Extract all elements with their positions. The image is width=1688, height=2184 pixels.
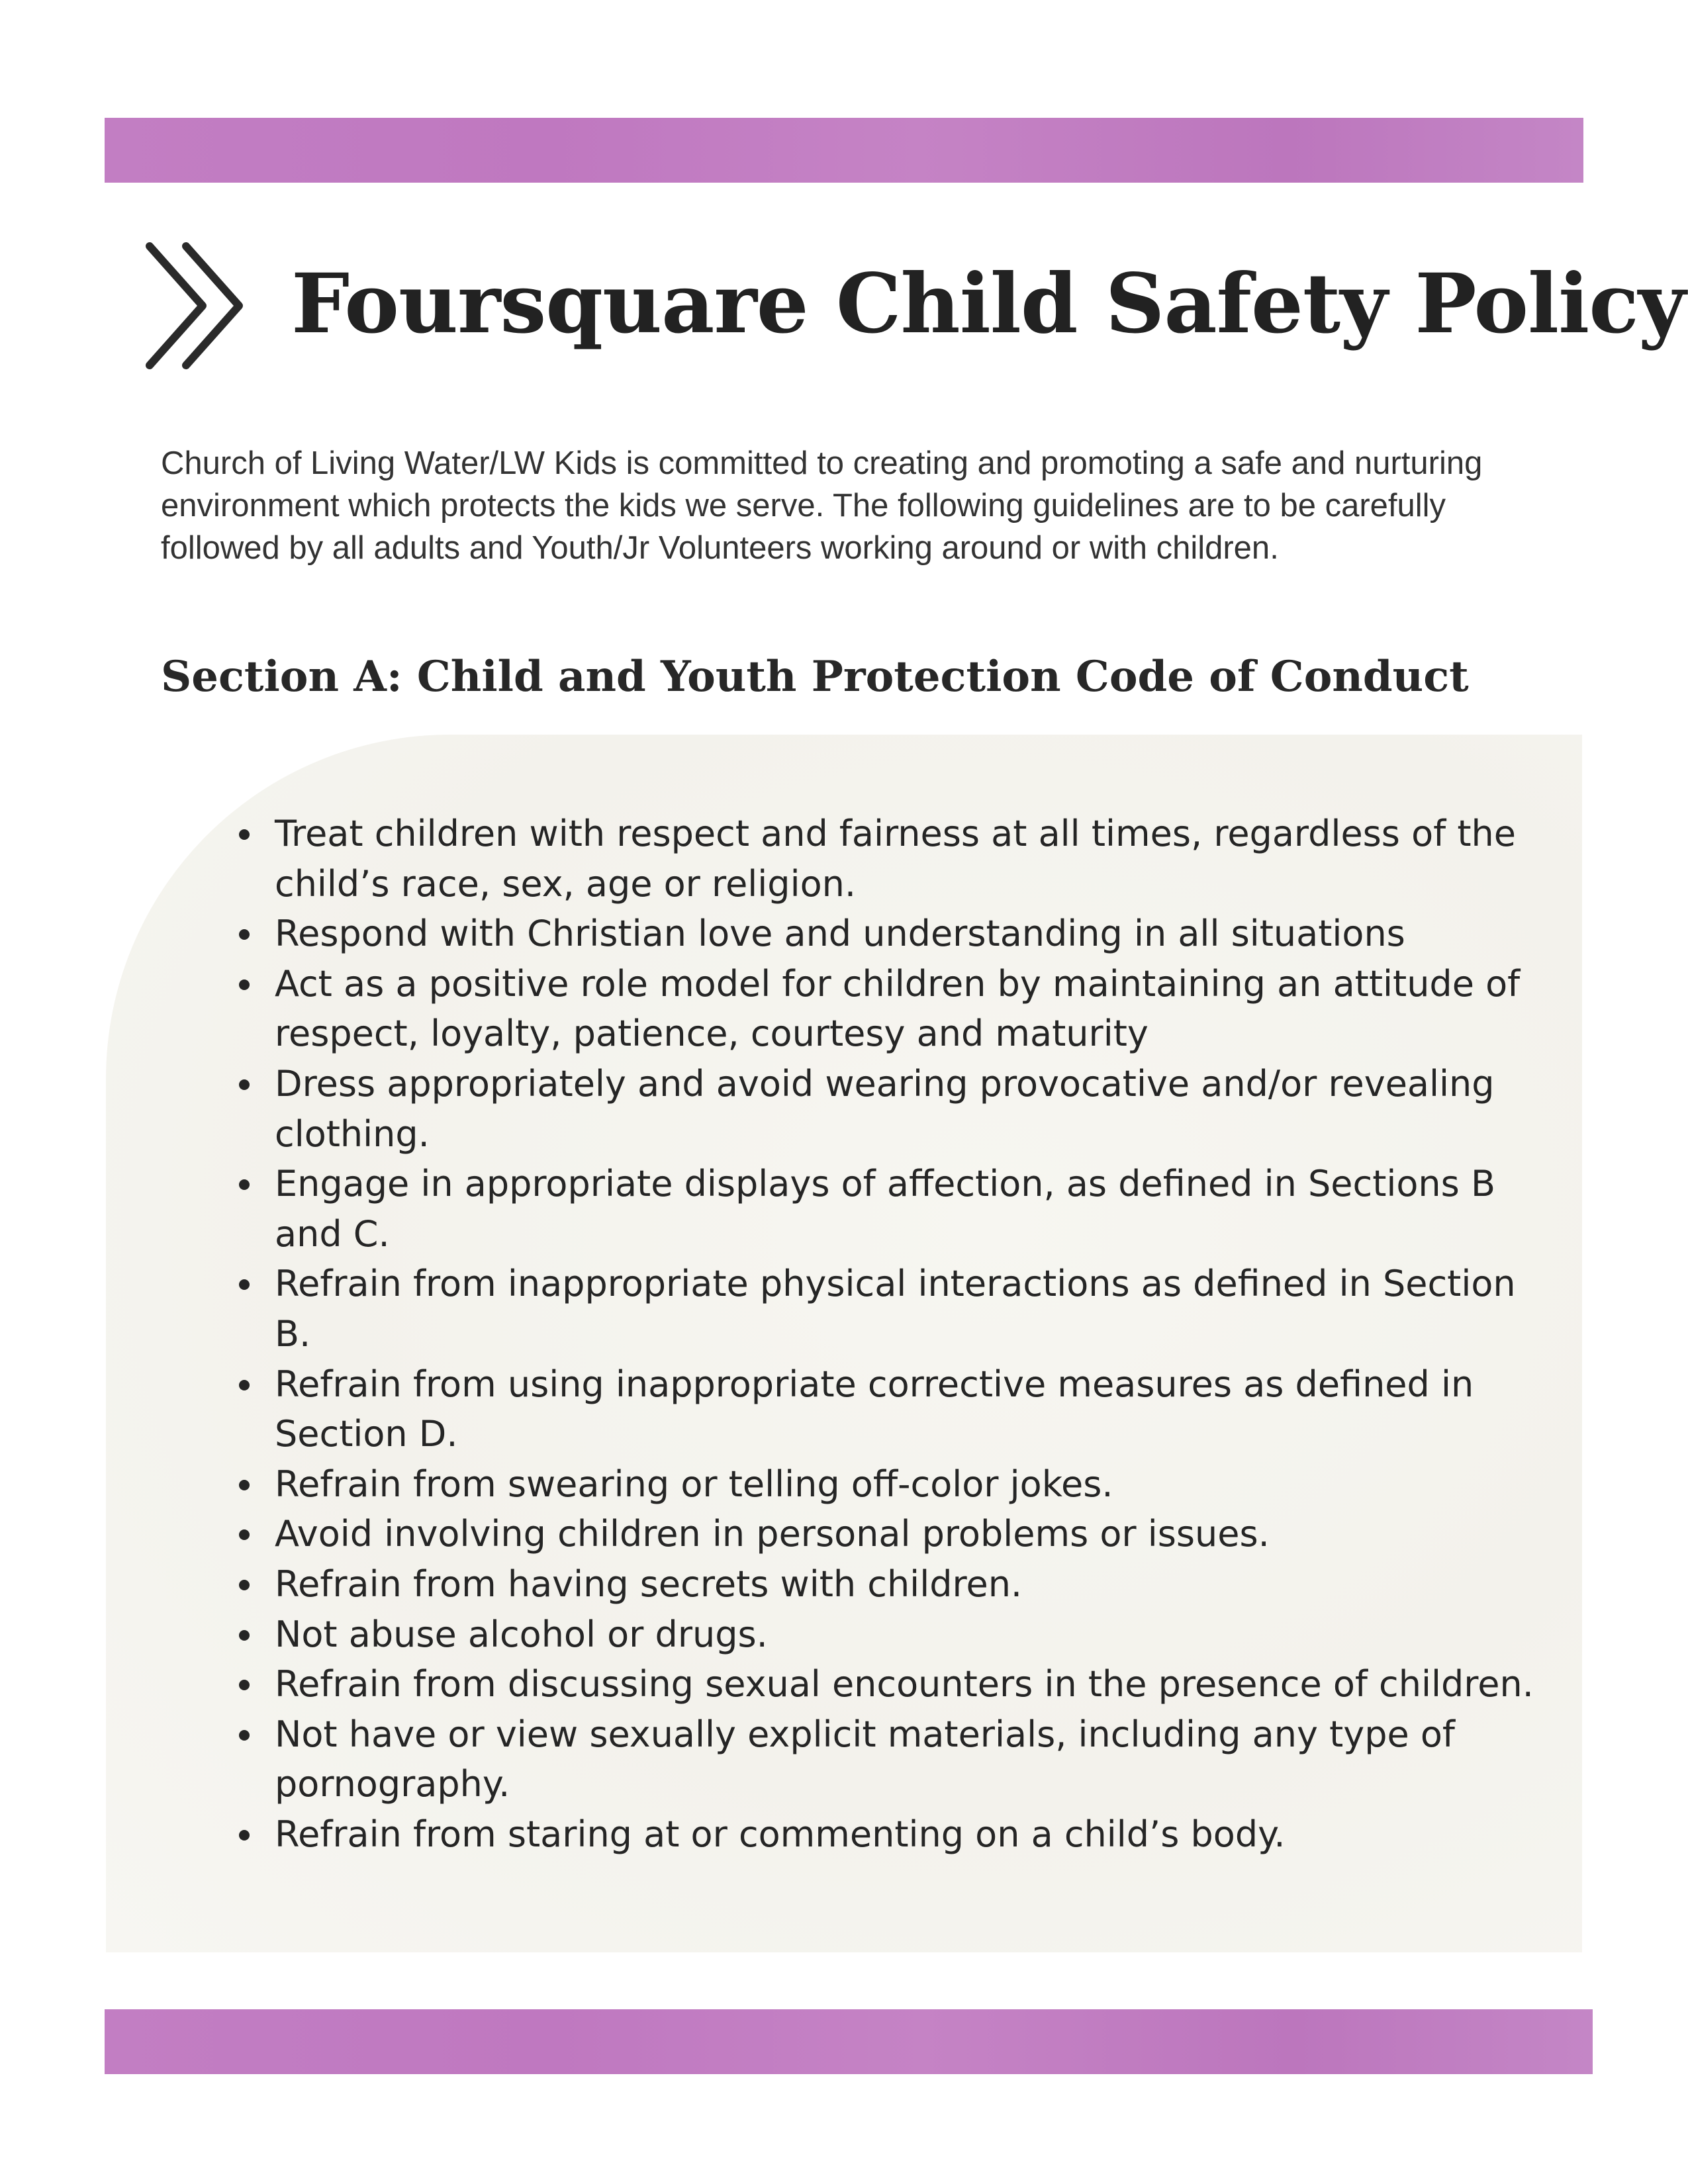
section-a-heading: Section A: Child and Youth Protection Code of Conduct	[161, 652, 1469, 702]
bullet-icon	[239, 1680, 250, 1690]
bullet-icon	[239, 829, 250, 840]
list-item-text: Not abuse alcohol or drugs.	[275, 1613, 768, 1655]
list-item	[227, 1059, 1544, 1159]
page-title: Foursquare Child Safety Policy	[291, 256, 1685, 352]
list-item	[227, 1159, 1544, 1259]
bullet-icon	[239, 1529, 250, 1540]
list-item	[227, 1259, 1544, 1359]
bullet-icon	[239, 1279, 250, 1290]
list-item-text: Act as a positive role model for children by maintaining an attitude of respect, loyalty, patience, courtesy and maturity	[275, 962, 1521, 1055]
bullet-icon	[239, 1830, 250, 1841]
list-item	[227, 1359, 1544, 1459]
list-item	[227, 1659, 1544, 1709]
list-item-text: Avoid involving children in personal problems or issues.	[275, 1513, 1270, 1555]
bullet-icon	[239, 929, 250, 940]
list-item-text: Dress appropriately and avoid wearing provocative and/or revealing clothing.	[275, 1062, 1495, 1155]
bullet-icon	[239, 979, 250, 990]
list-item-text: Not have or view sexually explicit materials, including any type of pornography.	[275, 1713, 1455, 1805]
list-item-text: Engage in appropriate displays of affection, as defined in Sections B and C.	[275, 1163, 1495, 1255]
intro-paragraph: Church of Living Water/LW Kids is committed to creating and promoting a safe and nurturing environment which protects the kids we serve. The following guidelines are to be carefully followed by all adults and Youth/Jr Volunteers working around or with children.	[161, 445, 1483, 566]
list-item	[227, 959, 1544, 1059]
bullet-icon	[239, 1179, 250, 1190]
list-item-text: Treat children with respect and fairness at all times, regardless of the child’s race, sex, age or religion.	[275, 813, 1516, 905]
list-item-text: Refrain from inappropriate physical interactions as defined in Section B.	[275, 1263, 1516, 1355]
list-item	[227, 1459, 1544, 1510]
top-decorative-band	[105, 118, 1583, 183]
list-item-text: Respond with Christian love and understanding in all situations	[275, 913, 1405, 955]
bullet-icon	[239, 1630, 250, 1641]
list-item	[227, 1559, 1544, 1610]
list-item	[227, 1809, 1544, 1860]
bullet-icon	[239, 1480, 250, 1490]
double-chevron-right-icon	[136, 240, 256, 372]
list-item	[227, 809, 1544, 909]
list-item-text: Refrain from having secrets with children.	[275, 1563, 1023, 1605]
bullet-icon	[239, 1730, 250, 1741]
list-item-text: Refrain from using inappropriate corrective measures as defined in Section D.	[275, 1363, 1474, 1455]
bottom-decorative-band	[105, 2009, 1593, 2074]
list-item-text: Refrain from staring at or commenting on a child’s body.	[275, 1813, 1286, 1855]
list-item	[227, 1509, 1544, 1559]
bullet-icon	[239, 1580, 250, 1590]
list-item	[227, 909, 1544, 959]
list-item-text: Refrain from discussing sexual encounters in the presence of children.	[275, 1663, 1534, 1706]
list-item-text: Refrain from swearing or telling off-color jokes.	[275, 1463, 1113, 1505]
list-item	[227, 1610, 1544, 1660]
bullet-icon	[239, 1380, 250, 1390]
code-of-conduct-list	[227, 809, 1544, 1859]
bullet-icon	[239, 1079, 250, 1090]
list-item	[227, 1709, 1544, 1809]
